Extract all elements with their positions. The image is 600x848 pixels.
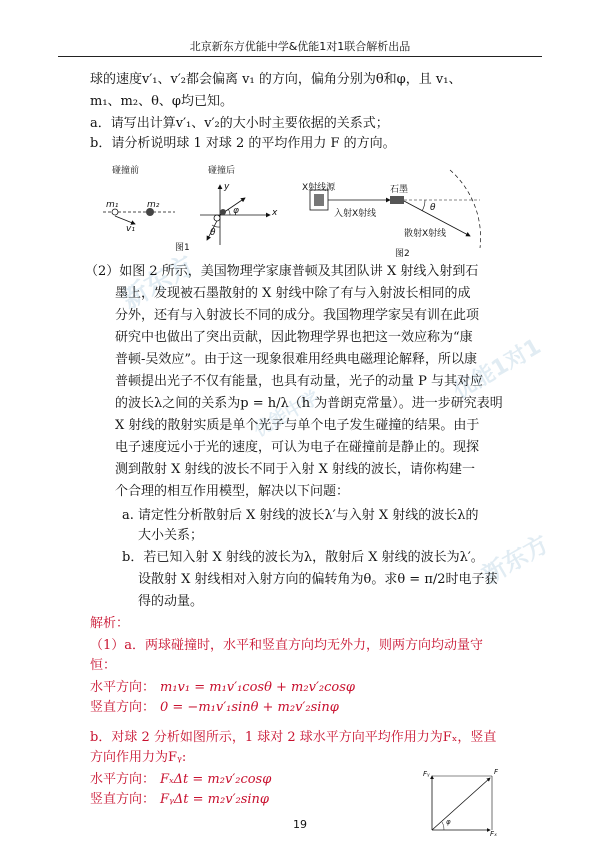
part2-line: 墨上，发现被石墨散射的 X 射线中除了有与入射波长相同的成 (115, 286, 471, 301)
figure-1-theta: θ (210, 228, 216, 238)
part2-line: 个合理的相互作用模型，解决以下问题： (115, 484, 350, 499)
part2-line: 分外，还有与入射波长不同的成分。我国物理学家吴有训在此项 (115, 308, 480, 323)
watermark: 新东方 (477, 529, 554, 590)
intro-line-1: 球的速度v′₁、v′₂都会偏离 v₁ 的方向，偏角分别为θ和φ，且 v₁、 (90, 72, 462, 87)
figure-1-after-label: 碰撞后 (208, 166, 236, 176)
question-1a: a．请写出计算v′₁、v′₂的大小时主要依据的关系式； (90, 116, 389, 131)
figure-1-y-axis: y (224, 182, 230, 192)
horizontal-momentum-equation: m₁v₁ = m₁v′₁cosθ + m₂v′₂cosφ (160, 680, 355, 695)
solution-title: 解析： (90, 616, 130, 631)
part2-line: （2）如图 2 所示，美国物理学家康普顿及其团队讲 X 射线入射到石 (85, 264, 479, 279)
figure-1-m2: m₂ (147, 200, 160, 210)
force-phi-label: φ (446, 818, 451, 826)
part2-line: 电子速度远小于光的速度，可认为电子在碰撞前是静止的。现探 (115, 440, 480, 455)
page-header: 北京新东方优能中学&优能1对1联合解析出品 (189, 40, 411, 53)
solution-1b: b．对球 2 分析如图所示，1 球对 2 球水平方向平均作用力为Fₓ，竖直 (90, 730, 497, 745)
figure-1-before-label: 碰撞前 (112, 166, 140, 176)
question-2b-cont: 得的动量。 (138, 594, 204, 609)
page-number: 19 (293, 818, 307, 831)
figure-2-theta: θ (430, 203, 436, 213)
question-2a-cont: 大小关系； (138, 528, 204, 543)
header-divider (58, 56, 542, 57)
solution-1a-cont: 恒： (90, 658, 117, 673)
force-f-label: F (494, 768, 499, 776)
horizontal-label: 水平方向： (90, 680, 156, 695)
figure-2-caption: 图2 (395, 249, 410, 259)
impulse-vertical-equation: FᵧΔt = m₂v′₂sinφ (160, 792, 270, 807)
figure-1-x-axis: x (272, 208, 278, 218)
figure-2-incident-label: 入射X射线 (334, 209, 377, 219)
part2-line: 普顿-吴效应”。由于这一现象很难用经典电磁理论解释，所以康 (115, 352, 478, 367)
figure-2-graphite-label: 石墨 (390, 185, 409, 195)
force-fy-label: Fᵧ (423, 770, 430, 778)
vertical-momentum-equation: 0 = −m₁v′₁sinθ + m₂v′₂sinφ (160, 700, 339, 715)
force-fx-label: Fₓ (490, 830, 498, 838)
watermark: 优能中学 (250, 387, 324, 442)
part2-line: 的波长λ之间的关系为p = h/λ（h 为普朗克常量）。进一步研究表明 (115, 396, 503, 411)
question-1b: b．请分析说明球 1 对球 2 的平均作用力 F 的方向。 (90, 136, 396, 151)
figure-2-source-label: X射线源 (302, 183, 336, 193)
solution-1a: （1）a．两球碰撞时，水平和竖直方向均无外力，则两方向均动量守 (90, 638, 484, 653)
impulse-vertical-label: 竖直方向： (90, 792, 156, 807)
figure-1-m1: m₁ (106, 200, 119, 210)
question-2b: b．若已知入射 X 射线的波长为λ，散射后 X 射线的波长为λ′。 (122, 550, 484, 565)
intro-line-2: m₁、m₂、θ、φ均已知。 (90, 94, 234, 109)
part2-line: 测到散射 X 射线的波长不同于入射 X 射线的波长，请你构建一 (115, 462, 476, 477)
figure-1-phi: φ (233, 206, 239, 216)
vertical-label: 竖直方向： (90, 700, 156, 715)
figure-1-caption: 图1 (175, 243, 190, 253)
impulse-horizontal-equation: FₓΔt = m₂v′₂cosφ (160, 772, 272, 787)
graphite-block (390, 196, 404, 204)
part2-line: 研究中也做出了突出贡献，因此物理学界也把这一效应称为“康 (115, 330, 473, 345)
part2-line: 普顿提出光子不仅有能量，也具有动量，光子的动量 P 与其对应 (115, 374, 484, 389)
figure-2-scattered-label: 散射X射线 (404, 229, 447, 239)
part2-line: X 射线的散射实质是单个光子与单个电子发生碰撞的结果。由于 (115, 418, 480, 433)
figure-1-v1: v₁ (126, 224, 135, 234)
impulse-horizontal-label: 水平方向： (90, 772, 156, 787)
question-2a: a. 请定性分析散射后 X 射线的波长λ′与入射 X 射线的波长λ的 (122, 508, 479, 523)
solution-1b-cont: 方向作用力为Fᵧ: (90, 750, 187, 765)
watermark: 新东方 (116, 250, 200, 316)
watermark: 优能1对1 (449, 334, 546, 405)
question-2b-cont: 设散射 X 射线相对入射方向的偏转角为θ。求θ = π/2时电子获 (138, 572, 498, 587)
